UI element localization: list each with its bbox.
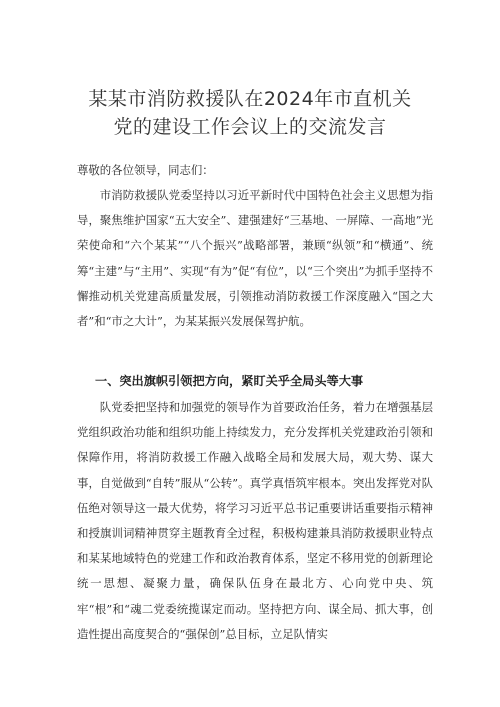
salutation: 尊敬的各位领导，同志们： bbox=[77, 163, 214, 177]
section-heading-1: 一、突出旗帜引领把方向，紧盯关乎全局头等大事 bbox=[95, 374, 364, 388]
paragraph-intro: 市消防救援队党委坚持以习近平新时代中国特色社会主义思想为指导，聚焦维护国家“五大安全”、建强建好“三基地、一屏障、一高地”光荣使命和“六个某某”“八个振兴”战略部署，兼顾“纵领”和“横通”、统筹“主建”与“主用”、实现“有为”促“有位”，以“三个突出”为抓手坚持不懈推动机关党建高质量发展，引领推动消防救援工作深度融入“国之大者”和“市之大计”，为某某振兴发展保驾护航。 bbox=[77, 188, 433, 329]
document-title-line1: 某某市消防救援队在2024年市直机关 bbox=[88, 88, 412, 110]
paragraph-section-1: 队党委把坚持和加强党的领导作为首要政治任务，着力在增强基层党组织政治功能和组织功能上持续发力，充分发挥机关党建政治引领和保障作用，将消防救援工作融入战略全局和发展大局，观大势、谋大事，自觉做到“自转”服从“公转”。真学真悟筑牢根本。突出发挥党对队伍绝对领导这一最大优势，将学习习近平总书记重要讲话重要指示精神和授旗训词精神贯穿主题教育全过程，积极构建兼具消防救援职业特点和某某地域特色的党建工作和政治教育体系，坚定不移用党的创新理论统一思想、凝聚力量，确保队伍身在最北方、心向党中央、筑牢“根”和“魂二党委统揽谋定而动。坚持把方向、谋全局、抓大事，创造性提出高度契合的“强保创”总目标，立足队情实 bbox=[77, 400, 433, 641]
document-title-line2: 党的建设工作会议上的交流发言 bbox=[113, 116, 387, 138]
